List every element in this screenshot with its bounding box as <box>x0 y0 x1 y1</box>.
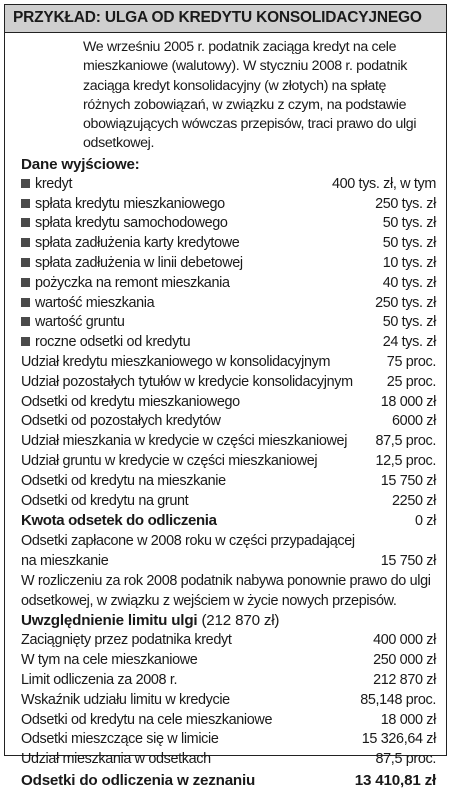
data-row: Zaciągnięty przez podatnika kredyt 400 000 zł <box>21 632 436 649</box>
data-row: Odsetki od kredytu na grunt 2250 zł <box>21 492 436 509</box>
limit-rows <box>21 631 436 770</box>
data-row: Udział pozostałych tytułów w kredycie konsolidacyjnym 25 proc. <box>21 373 436 390</box>
kwota-detail-row: na mieszkanie 15 750 zł <box>21 552 436 569</box>
square-bullet-icon <box>21 278 30 287</box>
box-title: PRZYKŁAD: ULGA OD KREDYTU KONSOLIDACYJNEGO <box>13 9 422 26</box>
data-row: Wskaźnik udziału limitu w kredycie 85,148 proc. <box>21 691 436 708</box>
kwota-detail-line1: Odsetki zapłacone w 2008 roku w części przypadającej <box>21 533 355 550</box>
bullet-row: spłata zadłużenia karty kredytowe 50 tys. zł <box>21 234 436 254</box>
limit-heading: Uwzględnienie limitu ulgi (212 870 zł) <box>21 612 280 630</box>
dane-rows <box>21 353 436 511</box>
kwota-note-line1: W rozliczeniu za rok 2008 podatnik nabywa ponownie prawo do ulgi <box>21 572 431 589</box>
data-row: Odsetki od kredytu mieszkaniowego 18 000 zł <box>21 393 436 410</box>
data-row: Odsetki od kredytu na mieszkanie 15 750 zł <box>21 472 436 489</box>
bullet-row: roczne odsetki od kredytu 24 tys. zł <box>21 333 436 353</box>
square-bullet-icon <box>21 218 30 227</box>
data-row: W tym na cele mieszkaniowe 250 000 zł <box>21 652 436 669</box>
square-bullet-icon <box>21 298 30 307</box>
dane-heading: Dane wyjściowe: <box>21 155 140 173</box>
square-bullet-icon <box>21 258 30 267</box>
data-row: Udział gruntu w kredycie w części mieszkaniowej 12,5 proc. <box>21 452 436 469</box>
intro-paragraph: We wrześniu 2005 r. podatnik zaciąga kredyt na cele mieszkaniowe (walutowy). W styczniu 2008 r. podatnik zaciąga kredyt konsolidacyjny (w złotych) na spłatę różnych zobowiązań, w związku z czym, na podstawie obowiązujących wówczas przepisów, traci prawo do ulgi odsetkowej. <box>83 39 417 152</box>
bullet-row: pożyczka na remont mieszkania 40 tys. zł <box>21 274 436 294</box>
square-bullet-icon <box>21 179 30 188</box>
data-row: Udział mieszkania w odsetkach 87,5 proc. <box>21 751 436 768</box>
data-row: Odsetki mieszczące się w limicie 15 326,64 zł <box>21 731 436 748</box>
square-bullet-icon <box>21 317 30 326</box>
data-row: Udział kredytu mieszkaniowego w konsolidacyjnym 75 proc. <box>21 353 436 370</box>
square-bullet-icon <box>21 238 30 247</box>
bullet-row: wartość mieszkania 250 tys. zł <box>21 294 436 314</box>
box-content <box>5 33 446 791</box>
bullet-row: wartość gruntu 50 tys. zł <box>21 313 436 333</box>
square-bullet-icon <box>21 199 30 208</box>
bullet-row: kredyt 400 tys. zł, w tym <box>21 175 436 195</box>
example-box <box>4 4 447 789</box>
data-row: Odsetki od kredytu na cele mieszkaniowe 18 000 zł <box>21 711 436 728</box>
total-row: Odsetki do odliczenia w zeznaniu 13 410,81 zł <box>21 771 436 789</box>
bullet-row: spłata kredytu mieszkaniowego 250 tys. zł <box>21 195 436 215</box>
dane-bullets <box>21 175 436 353</box>
box-header <box>5 5 446 33</box>
data-row: Odsetki od pozostałych kredytów 6000 zł <box>21 413 436 430</box>
data-row: Limit odliczenia za 2008 r. 212 870 zł <box>21 671 436 688</box>
bullet-row: spłata zadłużenia w linii debetowej 10 tys. zł <box>21 254 436 274</box>
kwota-row: Kwota odsetek do odliczenia 0 zł <box>21 512 436 530</box>
bullet-row: spłata kredytu samochodowego 50 tys. zł <box>21 214 436 234</box>
data-row: Udział mieszkania w kredycie w części mieszkaniowej 87,5 proc. <box>21 433 436 450</box>
kwota-note-line2: odsetkowej, w związku z wejściem w życie nowych przepisów. <box>21 592 397 609</box>
square-bullet-icon <box>21 337 30 346</box>
